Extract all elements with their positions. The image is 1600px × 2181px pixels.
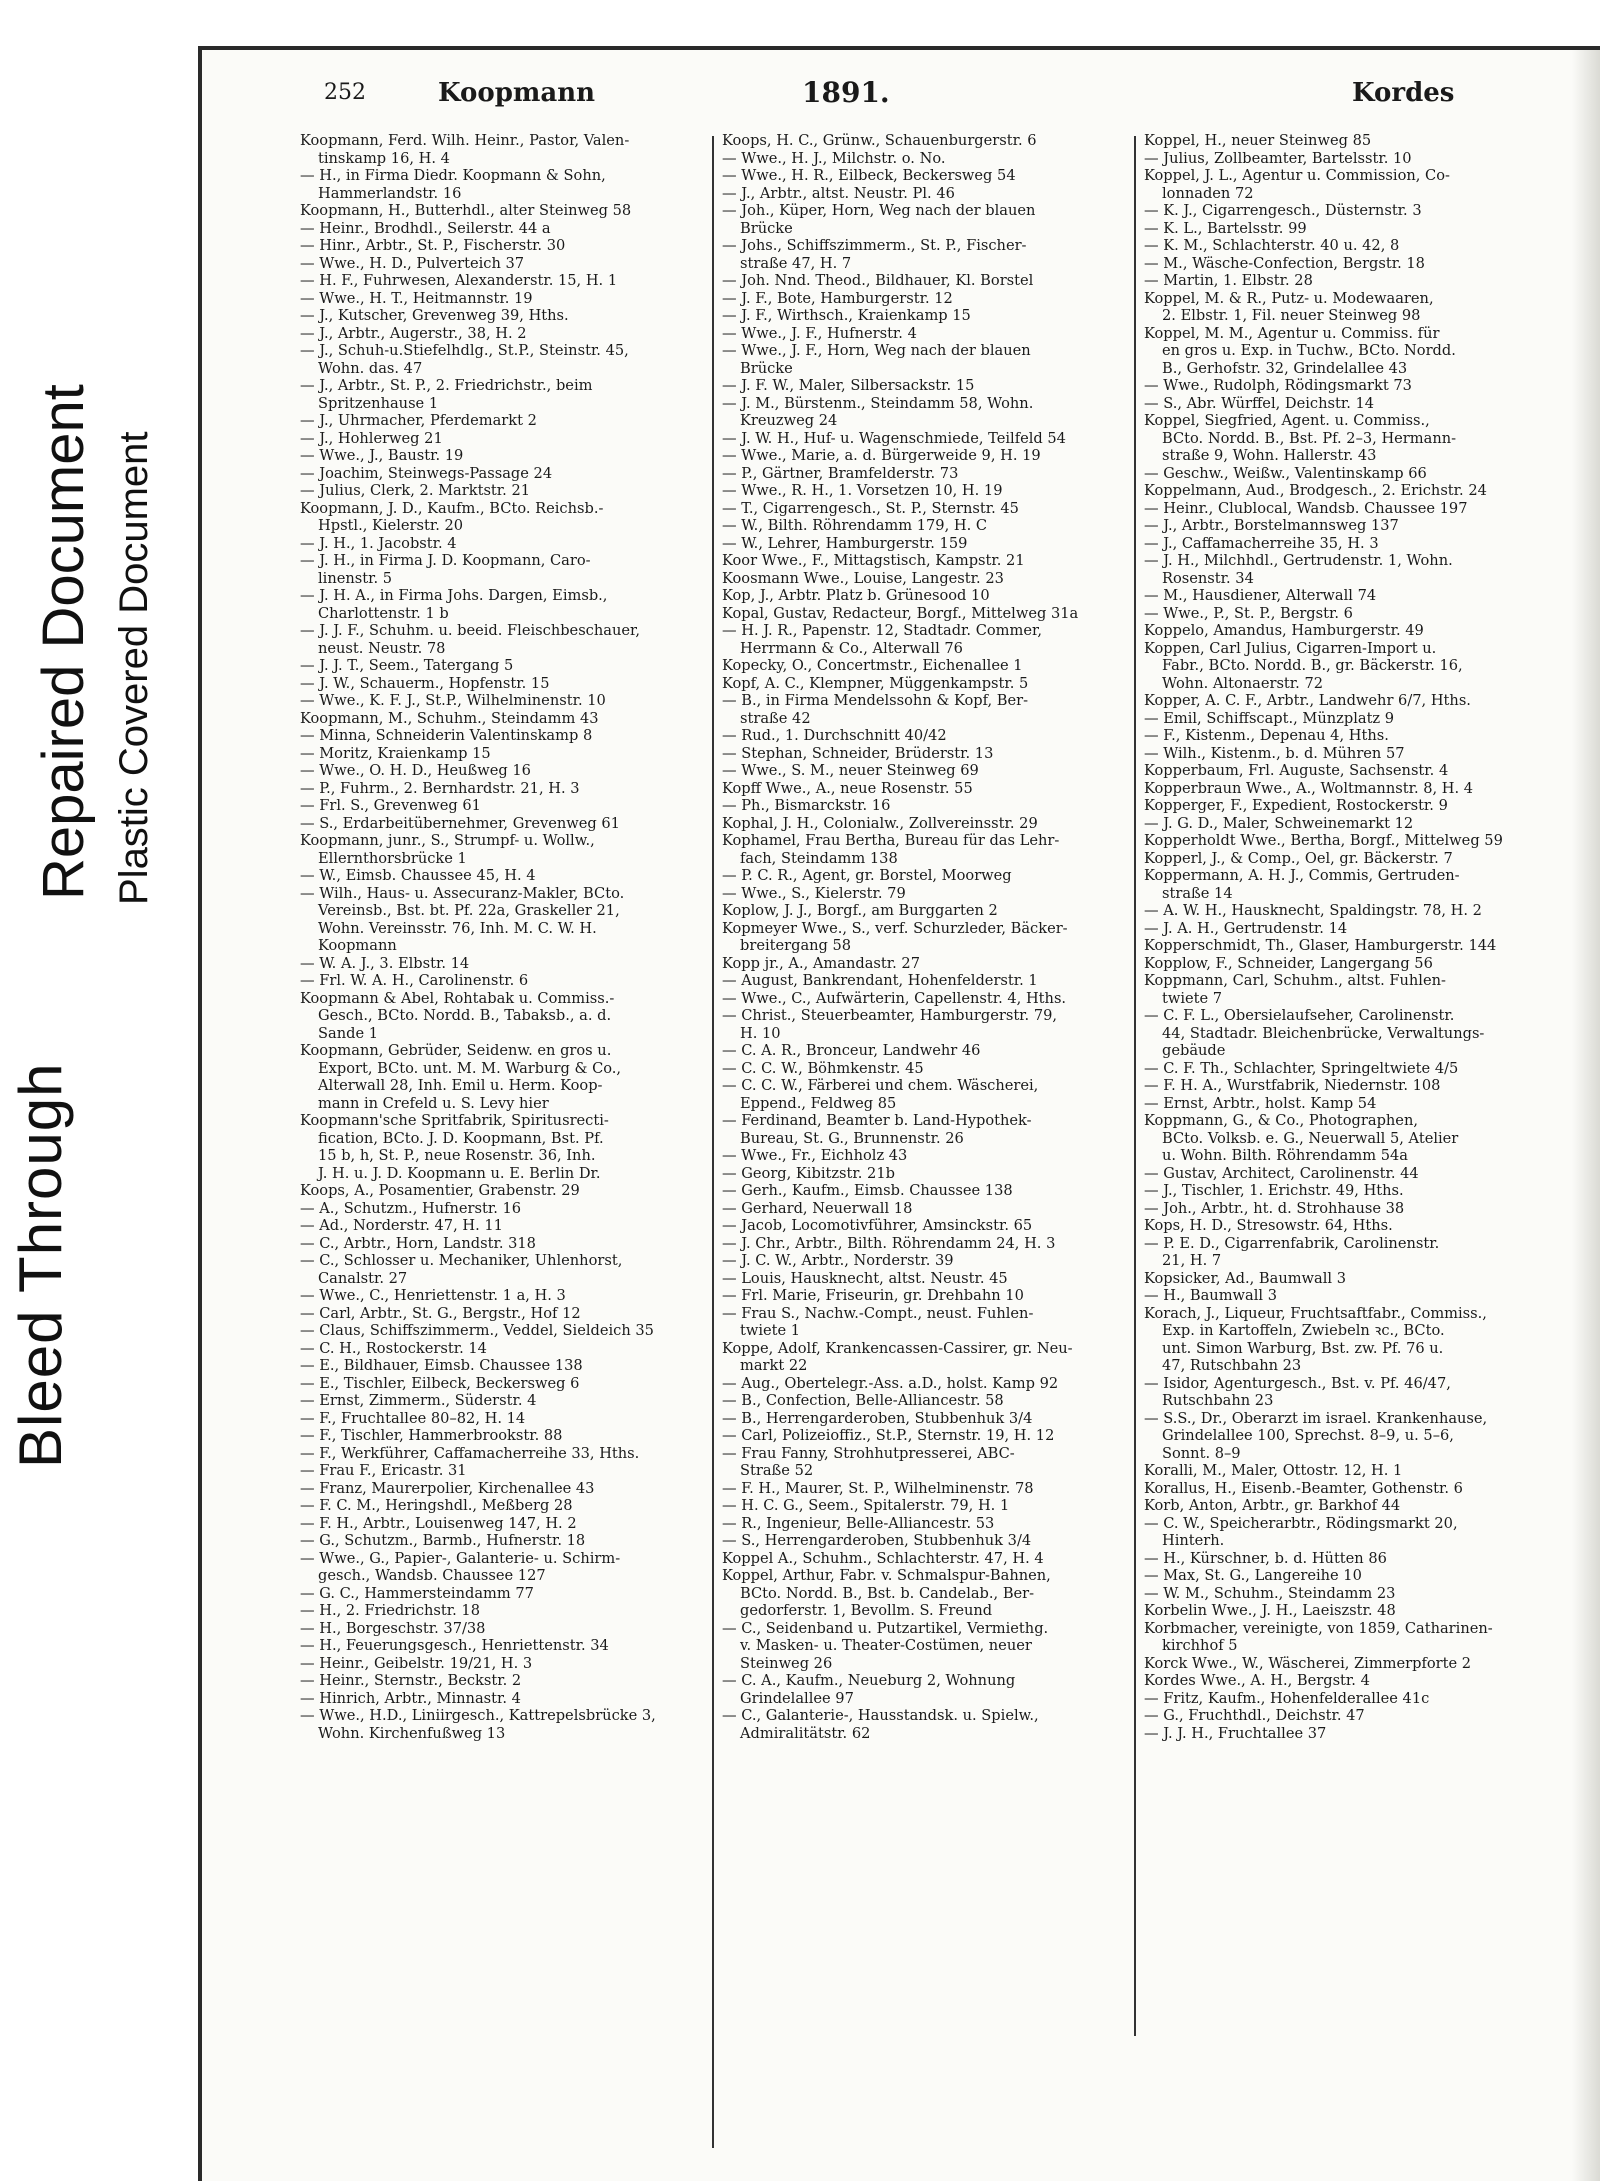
directory-line: Kopperbaum, Frl. Auguste, Sachsenstr. 4: [1144, 762, 1449, 779]
column-3: [1144, 132, 1562, 1742]
directory-line: — Martin, 1. Elbstr. 28: [1144, 272, 1313, 289]
directory-line: — Wwe., G., Papier-, Galanterie- u. Schirm-: [300, 1549, 621, 1567]
directory-line: — H., Baumwall 3: [1144, 1287, 1277, 1304]
directory-line: Koor Wwe., F., Mittagstisch, Kampstr. 21: [722, 552, 1025, 569]
directory-line: — Carl, Arbtr., St. G., Bergstr., Hof 12: [300, 1304, 581, 1322]
directory-line: — J., Arbtr., St. P., 2. Friedrichstr., beim: [300, 377, 593, 394]
directory-line: — Wwe., J. F., Horn, Weg nach der blauen: [722, 342, 1031, 359]
directory-line: 47, Rutschbahn 23: [1162, 1357, 1302, 1374]
directory-line: — J. W. H., Huf- u. Wagenschmiede, Teilfeld 54: [722, 429, 1066, 447]
directory-line: — Wwe., H. D., Pulverteich 37: [300, 254, 525, 272]
directory-line: Brücke: [740, 359, 793, 377]
directory-line: BCto. Volksb. e. G., Neuerwall 5, Atelier: [1162, 1129, 1459, 1147]
directory-line: Kopf, A. C., Klempner, Müggenkampstr. 5: [722, 674, 1029, 692]
directory-line: mann in Crefeld u. S. Levy hier: [318, 1094, 549, 1112]
directory-line: — C. A. R., Bronceur, Landwehr 46: [722, 1042, 981, 1059]
directory-line: Straße 52: [740, 1462, 814, 1479]
directory-line: — J. F. W., Maler, Silbersackstr. 15: [722, 377, 975, 394]
directory-line: — Isidor, Agenturgesch., Bst. v. Pf. 46/47,: [1144, 1374, 1451, 1392]
directory-line: Kreuzweg 24: [740, 412, 838, 429]
directory-line: Canalstr. 27: [318, 1269, 408, 1287]
directory-line: — Stephan, Schneider, Brüderstr. 13: [722, 744, 994, 762]
directory-line: — S., Abr. Würffel, Deichstr. 14: [1144, 394, 1375, 412]
directory-line: Koppmann, G., & Co., Photographen,: [1144, 1112, 1418, 1129]
directory-line: — F. H. A., Wurstfabrik, Niedernstr. 108: [1144, 1077, 1441, 1094]
directory-line: Koopmann, Ferd. Wilh. Heinr., Pastor, Valen-: [300, 132, 630, 149]
directory-line: fication, BCto. J. D. Koopmann, Bst. Pf.: [318, 1129, 604, 1147]
directory-line: gedorferstr. 1, Bevollm. S. Freund: [740, 1602, 993, 1619]
directory-line: — Wwe., Rudolph, Rödingsmarkt 73: [1144, 377, 1412, 394]
directory-line: Kopperger, F., Expedient, Rostockerstr. 9: [1144, 797, 1448, 814]
directory-line: Kopper, A. C. F., Arbtr., Landwehr 6/7, Hths.: [1144, 692, 1471, 709]
directory-line: Kopal, Gustav, Redacteur, Borgf., Mittelweg 31a: [722, 604, 1079, 622]
directory-line: Alterwall 28, Inh. Emil u. Herm. Koop-: [318, 1077, 603, 1094]
directory-line: — C. C. W., Böhmkenstr. 45: [722, 1059, 924, 1077]
directory-line: — J., Kutscher, Grevenweg 39, Hths.: [300, 307, 569, 324]
directory-line: — H., Borgeschstr. 37/38: [300, 1619, 486, 1637]
directory-line: — J. M., Bürstenm., Steindamm 58, Wohn.: [722, 394, 1034, 412]
directory-line: — J. H., Milchhdl., Gertrudenstr. 1, Wohn.: [1144, 552, 1453, 569]
directory-line: 44, Stadtadr. Bleichenbrücke, Verwaltungs-: [1162, 1024, 1485, 1042]
directory-line: — J., Uhrmacher, Pferdemarkt 2: [300, 412, 537, 429]
directory-line: Koppel A., Schuhm., Schlachterstr. 47, H. 4: [722, 1549, 1044, 1567]
column-2: [722, 132, 1128, 1742]
directory-line: — K. L., Bartelsstr. 99: [1144, 219, 1307, 237]
directory-line: — J. H. A., in Firma Johs. Dargen, Eimsb.,: [300, 587, 608, 604]
directory-line: Koopmann, J. D., Kaufm., BCto. Reichsb.-: [300, 499, 604, 517]
directory-line: Kopperbraun Wwe., A., Woltmannstr. 8, H. 4: [1144, 779, 1474, 797]
directory-line: — J. J. T., Seem., Tatergang 5: [300, 657, 514, 674]
directory-line: — Wwe., S., Kielerstr. 79: [722, 884, 906, 902]
directory-line: — F., Tischler, Hammerbrookstr. 88: [300, 1427, 563, 1444]
directory-line: — Carl, Polizeioffiz., St.P., Sternstr. 19, H. 12: [722, 1427, 1055, 1444]
directory-line: — August, Bankrendant, Hohenfelderstr. 1: [722, 972, 1038, 989]
directory-line: — W. M., Schuhm., Steindamm 23: [1144, 1584, 1396, 1602]
directory-line: Charlottenstr. 1 b: [318, 604, 449, 622]
directory-line: Koppmann, Carl, Schuhm., altst. Fuhlen-: [1144, 972, 1446, 989]
directory-line: — Gerhard, Neuerwall 18: [722, 1199, 913, 1217]
directory-line: — Wwe., O. H. D., Heußweg 16: [300, 762, 531, 779]
plastic-covered-label: Plastic Covered Document: [112, 431, 156, 905]
directory-line: — Hinrich, Arbtr., Minnastr. 4: [300, 1689, 521, 1707]
directory-line: — J. A. H., Gertrudenstr. 14: [1144, 919, 1348, 937]
directory-line: Spritzenhause 1: [318, 394, 439, 412]
directory-line: Koralli, M., Maler, Ottostr. 12, H. 1: [1144, 1462, 1403, 1479]
directory-line: BCto. Nordd. B., Bst. b. Candelab., Ber-: [740, 1584, 1035, 1602]
directory-line: Rosenstr. 34: [1162, 569, 1254, 587]
directory-line: — C., Galanterie-, Hausstandsk. u. Spielw.,: [722, 1707, 1039, 1724]
directory-line: — P. C. R., Agent, gr. Borstel, Moorweg: [722, 867, 1012, 884]
directory-line: — Minna, Schneiderin Valentinskamp 8: [300, 727, 593, 744]
directory-line: — A. W. H., Hausknecht, Spaldingstr. 78, H. 2: [1144, 902, 1482, 919]
directory-line: — Emil, Schiffscapt., Münzplatz 9: [1144, 709, 1395, 727]
directory-line: — C. H., Rostockerstr. 14: [300, 1339, 487, 1357]
page-edge-shadow: [1572, 50, 1600, 2181]
page-header: [202, 76, 1600, 120]
directory-line: Kopp jr., A., Amandastr. 27: [722, 954, 920, 972]
directory-line: — G., Schutzm., Barmb., Hufnerstr. 18: [300, 1532, 586, 1549]
directory-line: straße 47, H. 7: [740, 254, 852, 272]
directory-line: — Wwe., H. J., Milchstr. o. No.: [722, 149, 946, 167]
directory-line: Koopmann, H., Butterhdl., alter Steinweg 58: [300, 202, 632, 219]
directory-line: — R., Ingenieur, Belle-Alliancestr. 53: [722, 1514, 995, 1532]
directory-page: [198, 46, 1600, 2181]
directory-line: — J. G. D., Maler, Schweinemarkt 12: [1144, 814, 1414, 832]
directory-line: — Wwe., J. F., Hufnerstr. 4: [722, 324, 917, 342]
directory-line: — Moritz, Kraienkamp 15: [300, 744, 491, 762]
directory-line: H. 10: [740, 1024, 781, 1042]
column-rule: [712, 136, 714, 2148]
directory-line: Hpstl., Kielerstr. 20: [318, 517, 464, 534]
directory-line: — Wilh., Haus- u. Assecuranz-Makler, BCto.: [300, 884, 625, 902]
directory-line: — E., Bildhauer, Eimsb. Chaussee 138: [300, 1357, 583, 1374]
directory-line: — P., Fuhrm., 2. Bernhardstr. 21, H. 3: [300, 779, 580, 797]
directory-line: — G. C., Hammersteindamm 77: [300, 1584, 534, 1602]
directory-line: — S., Herrengarderoben, Stubbenhuk 3/4: [722, 1532, 1032, 1549]
directory-line: — J., Schuh-u.Stiefelhdlg., St.P., Steinstr. 45,: [300, 342, 629, 359]
directory-line: — Wwe., H. R., Eilbeck, Beckersweg 54: [722, 167, 1016, 184]
directory-line: — J. F., Wirthsch., Kraienkamp 15: [722, 307, 971, 324]
directory-line: — C. C. W., Färberei und chem. Wäscherei,: [722, 1077, 1039, 1094]
directory-line: breitergang 58: [740, 937, 852, 954]
directory-line: — B., in Firma Mendelssohn & Kopf, Ber-: [722, 692, 1029, 709]
directory-line: — B., Confection, Belle-Alliancestr. 58: [722, 1392, 1004, 1409]
directory-line: — Aug., Obertelegr.-Ass. a.D., holst. Kamp 92: [722, 1374, 1059, 1392]
directory-line: Koplow, J. J., Borgf., am Burggarten 2: [722, 902, 998, 919]
header-year: 1891.: [802, 76, 890, 109]
directory-line: Sande 1: [318, 1024, 378, 1042]
directory-line: — Fritz, Kaufm., Hohenfelderallee 41c: [1144, 1689, 1430, 1707]
directory-line: — C. W., Speicherarbtr., Rödingsmarkt 20,: [1144, 1514, 1458, 1532]
directory-line: — Wwe., H. T., Heitmannstr. 19: [300, 289, 533, 307]
directory-line: Koopmann & Abel, Rohtabak u. Commiss.-: [300, 989, 615, 1007]
directory-line: — Wwe., P., St. P., Bergstr. 6: [1144, 604, 1353, 622]
directory-line: — Wwe., K. F. J., St.P., Wilhelminenstr. 10: [300, 692, 606, 709]
directory-line: straße 9, Wohn. Hallerstr. 43: [1162, 447, 1377, 464]
directory-line: — Geschw., Weißw., Valentinskamp 66: [1144, 464, 1427, 482]
directory-line: Vereinsb., Bst. bt. Pf. 22a, Graskeller 21,: [318, 902, 620, 919]
directory-line: — Ferdinand, Beamter b. Land-Hypothek-: [722, 1112, 1032, 1129]
directory-line: tinskamp 16, H. 4: [318, 149, 450, 167]
directory-line: — Heinr., Clublocal, Wandsb. Chaussee 197: [1144, 499, 1468, 517]
directory-line: 15 b, h, St. P., neue Rosenstr. 36, Inh.: [318, 1147, 596, 1164]
directory-line: — S.S., Dr., Oberarzt im israel. Krankenhause,: [1144, 1409, 1488, 1427]
bleed-through-label: Bleed Through: [7, 1062, 74, 1468]
directory-line: gesch., Wandsb. Chaussee 127: [318, 1567, 546, 1584]
directory-line: Kophamel, Frau Bertha, Bureau für das Lehr-: [722, 832, 1060, 849]
directory-line: kirchhof 5: [1162, 1637, 1238, 1654]
directory-line: — P., Gärtner, Bramfelderstr. 73: [722, 464, 959, 482]
directory-line: twiete 7: [1162, 989, 1223, 1007]
directory-line: — J. C. W., Arbtr., Norderstr. 39: [722, 1252, 954, 1269]
directory-line: — J., Arbtr., altst. Neustr. Pl. 46: [722, 184, 955, 202]
directory-line: — Louis, Hausknecht, altst. Neustr. 45: [722, 1269, 1008, 1287]
directory-line: Koops, A., Posamentier, Grabenstr. 29: [300, 1182, 580, 1199]
directory-line: — P. E. D., Cigarrenfabrik, Carolinenstr.: [1144, 1234, 1440, 1252]
directory-line: Wohn. Altonaerstr. 72: [1162, 674, 1324, 692]
directory-line: Grindelallee 97: [740, 1689, 854, 1707]
directory-line: Brücke: [740, 219, 793, 237]
directory-line: — Wwe., H.D., Liniirgesch., Kattrepelsbrücke 3,: [300, 1707, 656, 1724]
directory-line: — Johs., Schiffszimmerm., St. P., Fischer-: [722, 237, 1027, 254]
directory-line: Admiralitätstr. 62: [740, 1724, 871, 1742]
directory-line: Kopff Wwe., A., neue Rosenstr. 55: [722, 779, 973, 797]
directory-line: — C., Seidenband u. Putzartikel, Vermiethg.: [722, 1619, 1049, 1637]
directory-line: — C., Schlosser u. Mechaniker, Uhlenhorst,: [300, 1252, 623, 1269]
directory-line: Wohn. Vereinsstr. 76, Inh. M. C. W. H.: [318, 919, 597, 937]
directory-line: — Wwe., Fr., Eichholz 43: [722, 1147, 908, 1164]
directory-line: — W., Bilth. Röhrendamm 179, H. C: [722, 517, 988, 534]
directory-line: Koppelo, Amandus, Hamburgerstr. 49: [1144, 622, 1424, 639]
header-last-entry: Kordes: [1352, 78, 1455, 108]
directory-line: — Frau F., Ericastr. 31: [300, 1462, 467, 1479]
directory-line: Kopplow, F., Schneider, Langergang 56: [1144, 954, 1433, 972]
directory-line: linenstr. 5: [318, 569, 393, 587]
directory-line: Korallus, H., Eisenb.-Beamter, Gothenstr. 6: [1144, 1479, 1463, 1497]
directory-line: Koppel, H., neuer Steinweg 85: [1144, 132, 1372, 149]
directory-line: Koppel, M. & R., Putz- u. Modewaaren,: [1144, 289, 1434, 307]
directory-line: — C., Arbtr., Horn, Landstr. 318: [300, 1234, 536, 1252]
directory-line: — J. J. H., Fruchtallee 37: [1144, 1724, 1327, 1742]
directory-line: twiete 1: [740, 1322, 801, 1339]
directory-line: — Ernst, Zimmerm., Süderstr. 4: [300, 1392, 537, 1409]
directory-line: — J. Chr., Arbtr., Bilth. Röhrendamm 24, H. 3: [722, 1234, 1056, 1252]
directory-line: Koppel, Arthur, Fabr. v. Schmalspur-Bahnen,: [722, 1567, 1051, 1584]
directory-line: Korach, J., Liqueur, Fruchtsaftfabr., Commiss.,: [1144, 1304, 1487, 1322]
directory-line: Sonnt. 8–9: [1162, 1444, 1241, 1462]
directory-line: Koops, H. C., Grünw., Schauenburgerstr. 6: [722, 132, 1037, 149]
directory-line: — J., Arbtr., Borstelmannsweg 137: [1144, 517, 1399, 534]
directory-line: Kops, H. D., Stresowstr. 64, Hths.: [1144, 1217, 1393, 1234]
directory-line: — Claus, Schiffszimmerm., Veddel, Sieldeich 35: [300, 1322, 654, 1339]
directory-line: Koopmann: [318, 937, 397, 954]
directory-line: J. H. u. J. D. Koopmann u. E. Berlin Dr.: [318, 1164, 601, 1182]
directory-line: — H., Feuerungsgesch., Henriettenstr. 34: [300, 1637, 609, 1654]
directory-line: — K. J., Cigarrengesch., Düsternstr. 3: [1144, 202, 1422, 219]
directory-line: — F. H., Arbtr., Louisenweg 147, H. 2: [300, 1514, 577, 1532]
directory-line: straße 42: [740, 709, 811, 727]
directory-line: — G., Fruchthdl., Deichstr. 47: [1144, 1707, 1365, 1724]
directory-line: lonnaden 72: [1162, 184, 1254, 202]
directory-line: — J. F., Bote, Hamburgerstr. 12: [722, 289, 953, 307]
repaired-document-label: Repaired Document: [31, 384, 96, 900]
directory-line: Gesch., BCto. Nordd. B., Tabaksb., a. d.: [318, 1007, 612, 1024]
directory-line: Korck Wwe., W., Wäscherei, Zimmerpforte 2: [1144, 1654, 1472, 1672]
directory-line: — Frl. S., Grevenweg 61: [300, 797, 481, 814]
directory-line: — H., in Firma Diedr. Koopmann & Sohn,: [300, 167, 606, 184]
directory-line: markt 22: [740, 1357, 808, 1374]
left-margin-labels: [0, 0, 190, 2177]
directory-line: Hinterh.: [1162, 1532, 1225, 1549]
directory-line: Exp. in Kartoffeln, Zwiebeln ꝛc., BCto.: [1162, 1322, 1445, 1339]
directory-line: — Joh., Küper, Horn, Weg nach der blauen: [722, 202, 1036, 219]
directory-line: — W., Eimsb. Chaussee 45, H. 4: [300, 867, 536, 884]
directory-line: — Wwe., Marie, a. d. Bürgerweide 9, H. 19: [722, 447, 1041, 464]
directory-line: — Franz, Maurerpolier, Kirchenallee 43: [300, 1479, 595, 1497]
directory-line: Koppel, J. L., Agentur u. Commission, Co-: [1144, 167, 1450, 184]
directory-line: Export, BCto. unt. M. M. Warburg & Co.,: [318, 1059, 622, 1077]
directory-line: Koppel, Siegfried, Agent. u. Commiss.,: [1144, 412, 1430, 429]
directory-line: — Wwe., R. H., 1. Vorsetzen 10, H. 19: [722, 482, 1003, 499]
header-first-entry: Koopmann: [438, 78, 596, 108]
directory-line: — H., 2. Friedrichstr. 18: [300, 1602, 480, 1619]
directory-line: — E., Tischler, Eilbeck, Beckersweg 6: [300, 1374, 580, 1392]
directory-line: — Wwe., S. M., neuer Steinweg 69: [722, 762, 979, 779]
directory-line: — Georg, Kibitzstr. 21b: [722, 1164, 895, 1182]
directory-line: — C. A., Kaufm., Neueburg 2, Wohnung: [722, 1672, 1016, 1689]
directory-line: v. Masken- u. Theater-Costümen, neuer: [740, 1637, 1032, 1654]
column-1: [300, 132, 706, 1742]
directory-line: — Hinr., Arbtr., St. P., Fischerstr. 30: [300, 237, 566, 254]
directory-line: — C. F. L., Obersielaufseher, Carolinenstr.: [1144, 1007, 1455, 1024]
directory-line: gebäude: [1162, 1042, 1226, 1059]
directory-line: Wohn. Kirchenfußweg 13: [318, 1724, 506, 1742]
directory-line: Koopmann, M., Schuhm., Steindamm 43: [300, 709, 599, 727]
directory-line: Ellernthorsbrücke 1: [318, 849, 467, 867]
directory-line: — K. M., Schlachterstr. 40 u. 42, 8: [1144, 237, 1400, 254]
directory-line: Rutschbahn 23: [1162, 1392, 1274, 1409]
directory-line: — J., Caffamacherreihe 35, H. 3: [1144, 534, 1379, 552]
directory-line: Korbelin Wwe., J. H., Laeiszstr. 48: [1144, 1602, 1396, 1619]
directory-line: Kopperl, J., & Comp., Oel, gr. Bäckerstr. 7: [1144, 849, 1453, 867]
directory-line: — F., Werkführer, Caffamacherreihe 33, Hths.: [300, 1444, 640, 1462]
directory-line: — Joh., Arbtr., ht. d. Strohhause 38: [1144, 1199, 1405, 1217]
directory-line: — H., Kürschner, b. d. Hütten 86: [1144, 1549, 1387, 1567]
directory-line: — Heinr., Geibelstr. 19/21, H. 3: [300, 1654, 533, 1672]
directory-line: en gros u. Exp. in Tuchw., BCto. Nordd.: [1162, 342, 1456, 359]
directory-line: — M., Wäsche-Confection, Bergstr. 18: [1144, 254, 1425, 272]
directory-line: — A., Schutzm., Hufnerstr. 16: [300, 1199, 522, 1217]
directory-line: Korbmacher, vereinigte, von 1859, Catharinen-: [1144, 1619, 1493, 1637]
directory-line: Koppel, M. M., Agentur u. Commiss. für: [1144, 324, 1440, 342]
directory-line: — S., Erdarbeitübernehmer, Grevenweg 61: [300, 814, 620, 832]
directory-line: — Julius, Clerk, 2. Marktstr. 21: [300, 482, 531, 499]
directory-line: Kordes Wwe., A. H., Bergstr. 4: [1144, 1672, 1370, 1689]
directory-line: — Joh. Nnd. Theod., Bildhauer, Kl. Borstel: [722, 272, 1034, 289]
directory-line: — Wwe., C., Henriettenstr. 1 a, H. 3: [300, 1287, 566, 1304]
directory-line: — Frl. W. A. H., Carolinenstr. 6: [300, 972, 529, 989]
directory-line: Kophal, J. H., Colonialw., Zollvereinsstr. 29: [722, 814, 1038, 832]
directory-line: Steinweg 26: [740, 1654, 833, 1672]
directory-line: — J., Tischler, 1. Erichstr. 49, Hths.: [1144, 1182, 1404, 1199]
directory-line: Koppelmann, Aud., Brodgesch., 2. Erichstr. 24: [1144, 482, 1487, 499]
directory-line: — F. C. M., Heringshdl., Meßberg 28: [300, 1497, 573, 1514]
directory-line: — H. F., Fuhrwesen, Alexanderstr. 15, H. 1: [300, 272, 618, 289]
directory-line: — Joachim, Steinwegs-Passage 24: [300, 464, 553, 482]
directory-line: — J. J. F., Schuhm. u. beeid. Fleischbeschauer,: [300, 622, 641, 639]
directory-line: — W., Lehrer, Hamburgerstr. 159: [722, 534, 968, 552]
directory-line: Koppermann, A. H. J., Commis, Gertruden-: [1144, 867, 1460, 884]
directory-line: — F., Kistenm., Depenau 4, Hths.: [1144, 727, 1389, 744]
directory-line: B., Gerhofstr. 32, Grindelallee 43: [1162, 359, 1408, 377]
directory-line: — H. C. G., Seem., Spitalerstr. 79, H. 1: [722, 1497, 1010, 1514]
directory-line: BCto. Nordd. B., Bst. Pf. 2–3, Hermann-: [1162, 429, 1457, 447]
directory-line: — J. W., Schauerm., Hopfenstr. 15: [300, 674, 550, 692]
page-number: 252: [324, 80, 366, 105]
directory-line: Koosmann Wwe., Louise, Langestr. 23: [722, 569, 1004, 587]
directory-line: u. Wohn. Bilth. Röhrendamm 54a: [1162, 1147, 1408, 1164]
directory-line: — Ernst, Arbtr., holst. Kamp 54: [1144, 1094, 1377, 1112]
directory-line: Wohn. das. 47: [318, 359, 423, 377]
directory-line: Kopperschmidt, Th., Glaser, Hamburgerstr. 144: [1144, 937, 1497, 954]
directory-line: — Christ., Steuerbeamter, Hamburgerstr. 79,: [722, 1007, 1058, 1024]
directory-line: — F. H., Maurer, St. P., Wilhelminenstr. 78: [722, 1479, 1034, 1497]
directory-line: — J., Arbtr., Augerstr., 38, H. 2: [300, 324, 527, 342]
directory-line: Kopperholdt Wwe., Bertha, Borgf., Mittelweg 59: [1144, 832, 1503, 849]
directory-line: Kopsicker, Ad., Baumwall 3: [1144, 1269, 1347, 1287]
directory-line: fach, Steindamm 138: [740, 849, 898, 867]
directory-line: 2. Elbstr. 1, Fil. neuer Steinweg 98: [1162, 307, 1421, 324]
directory-line: — W. A. J., 3. Elbstr. 14: [300, 954, 470, 972]
directory-line: — Wwe., C., Aufwärterin, Capellenstr. 4, Hths.: [722, 989, 1067, 1007]
directory-line: — J. H., 1. Jacobstr. 4: [300, 534, 457, 552]
directory-line: — Gustav, Architect, Carolinenstr. 44: [1144, 1164, 1419, 1182]
directory-line: Koopmann, junr., S., Strumpf- u. Wollw.,: [300, 832, 595, 849]
column-rule: [1134, 136, 1136, 2036]
directory-line: — Frau Fanny, Strohhutpresserei, ABC-: [722, 1444, 1015, 1462]
directory-line: Grindelallee 100, Sprechst. 8–9, u. 5–6,: [1162, 1427, 1454, 1444]
directory-line: — H. J. R., Papenstr. 12, Stadtadr. Commer,: [722, 622, 1042, 639]
directory-line: Eppend., Feldweg 85: [740, 1094, 897, 1112]
directory-line: Korb, Anton, Arbtr., gr. Barkhof 44: [1144, 1497, 1401, 1514]
directory-line: — Rud., 1. Durchschnitt 40/42: [722, 727, 947, 744]
directory-line: Herrmann & Co., Alterwall 76: [740, 639, 963, 657]
directory-line: 21, H. 7: [1162, 1252, 1222, 1269]
directory-line: straße 14: [1162, 884, 1233, 902]
directory-line: Kop, J., Arbtr. Platz b. Grünesood 10: [722, 587, 990, 604]
directory-line: — Wilh., Kistenm., b. d. Mühren 57: [1144, 744, 1405, 762]
directory-line: Kopmeyer Wwe., S., verf. Schurzleder, Bäcker-: [722, 919, 1068, 937]
directory-line: — C. F. Th., Schlachter, Springeltwiete 4/5: [1144, 1059, 1459, 1077]
directory-line: Koppe, Adolf, Krankencassen-Cassirer, gr. Neu-: [722, 1339, 1073, 1357]
directory-line: — Frl. Marie, Friseurin, gr. Drehbahn 10: [722, 1287, 1024, 1304]
directory-line: — B., Herrengarderoben, Stubbenhuk 3/4: [722, 1409, 1033, 1427]
directory-line: — Julius, Zollbeamter, Bartelsstr. 10: [1144, 149, 1412, 167]
directory-line: Kopecky, O., Concertmstr., Eichenallee 1: [722, 657, 1023, 674]
directory-line: — J. H., in Firma J. D. Koopmann, Caro-: [300, 552, 591, 569]
directory-line: — Heinr., Sternstr., Beckstr. 2: [300, 1672, 522, 1689]
directory-line: Koopmann'sche Spritfabrik, Spiritusrecti-: [300, 1112, 609, 1129]
directory-line: — Heinr., Brodhdl., Seilerstr. 44 a: [300, 219, 551, 237]
directory-line: Koppen, Carl Julius, Cigarren-Import u.: [1144, 639, 1437, 657]
directory-line: — Gerh., Kaufm., Eimsb. Chaussee 138: [722, 1182, 1013, 1199]
directory-line: Hammerlandstr. 16: [318, 184, 462, 202]
directory-line: Koopmann, Gebrüder, Seidenw. en gros u.: [300, 1042, 612, 1059]
directory-line: neust. Neustr. 78: [318, 639, 446, 657]
directory-line: — Ad., Norderstr. 47, H. 11: [300, 1217, 503, 1234]
directory-line: — Jacob, Locomotivführer, Amsinckstr. 65: [722, 1217, 1033, 1234]
directory-line: — Frau S., Nachw.-Compt., neust. Fuhlen-: [722, 1304, 1034, 1322]
directory-line: — M., Hausdiener, Alterwall 74: [1144, 587, 1377, 604]
directory-line: — Wwe., J., Baustr. 19: [300, 447, 464, 464]
directory-line: — Max, St. G., Langereihe 10: [1144, 1567, 1362, 1584]
directory-line: unt. Simon Warburg, Bst. zw. Pf. 76 u.: [1162, 1339, 1444, 1357]
directory-line: — T., Cigarrengesch., St. P., Sternstr. 45: [722, 499, 1019, 517]
directory-line: — Ph., Bismarckstr. 16: [722, 797, 891, 814]
directory-line: — F., Fruchtallee 80–82, H. 14: [300, 1409, 526, 1427]
directory-line: — J., Hohlerweg 21: [300, 429, 443, 447]
directory-line: Bureau, St. G., Brunnenstr. 26: [740, 1129, 964, 1147]
directory-line: Fabr., BCto. Nordd. B., gr. Bäckerstr. 16,: [1162, 657, 1463, 674]
